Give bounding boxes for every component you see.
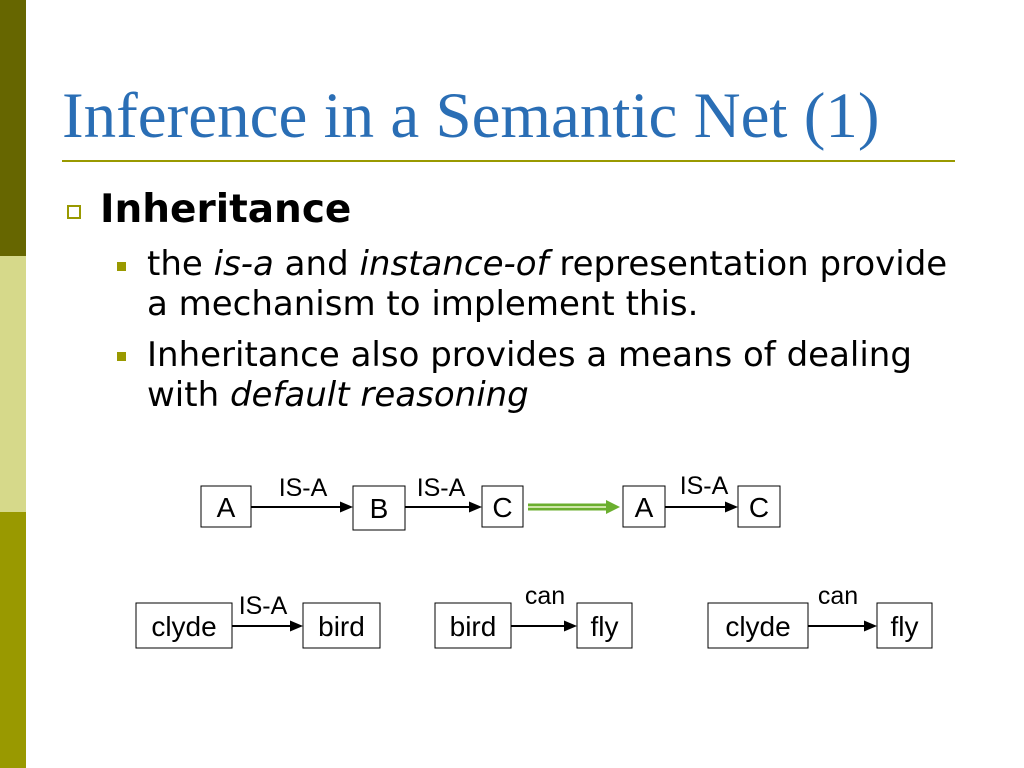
node-c [482,486,523,527]
node-label: fly [590,611,619,642]
node-fly [877,603,932,648]
is-a-arrow [405,474,482,513]
slide-title: Inference in a Semantic Net (1) [62,80,880,152]
node-c [738,486,780,527]
node-label: bird [318,611,365,642]
node-label: B [369,493,389,524]
node-label: bird [449,611,497,642]
relation-label: IS-A [238,592,288,620]
node-bird [435,603,511,648]
text-segment: with [147,375,230,415]
title-divider [62,160,955,162]
italic-term: instance-of [359,244,549,284]
sub-bullet-2-line-2 [147,375,529,415]
arrow-head-icon [864,621,877,632]
is-a-arrow [251,474,353,513]
node-a [201,486,251,527]
filled-square-bullet-icon [117,262,126,271]
text-segment: a mechanism to implement this. [147,284,699,324]
implication-arrow-head-icon [606,500,620,514]
hollow-square-bullet-icon [67,205,81,219]
relation-label: can [524,582,566,610]
node-clyde [708,603,808,648]
can-arrow [511,582,577,632]
node-label: clyde [151,611,217,642]
arrow-head-icon [469,502,482,513]
italic-term: default reasoning [229,375,529,415]
text-segment: and [273,244,360,284]
relation-label: IS-A [416,474,466,502]
is-a-arrow [665,472,738,513]
node-fly [577,603,632,648]
bullet-heading: Inheritance [100,187,352,232]
node-label: A [216,492,236,523]
text-segment: representation provide [548,244,948,284]
sub-bullet-2-line-1 [147,335,912,375]
node-label: C [492,492,513,523]
text-segment: Inheritance also provides a means of dealing [147,335,912,375]
node-b [353,486,405,530]
sub-bullet-1-line-1 [147,244,947,284]
filled-square-bullet-icon [117,352,126,361]
node-clyde [136,603,232,648]
decorative-stripe-top [0,0,26,256]
relation-label: IS-A [679,472,729,500]
node-label: fly [890,611,919,642]
double-right-arrow-icon [528,500,620,514]
text-segment: the [147,244,214,284]
is-a-arrow [232,592,303,632]
arrow-head-icon [725,502,738,513]
can-arrow [808,582,877,632]
node-bird [303,603,380,648]
semantic-net-diagram [0,460,1024,660]
italic-term: is-a [213,244,274,284]
node-label: A [634,492,654,523]
arrow-head-icon [564,621,577,632]
arrow-head-icon [340,502,353,513]
relation-label: can [817,582,859,610]
relation-label: IS-A [278,474,328,502]
arrow-head-icon [290,621,303,632]
node-label: clyde [725,611,791,642]
node-label: C [748,492,770,523]
sub-bullet-1-line-2 [147,284,698,324]
node-a [623,486,665,527]
